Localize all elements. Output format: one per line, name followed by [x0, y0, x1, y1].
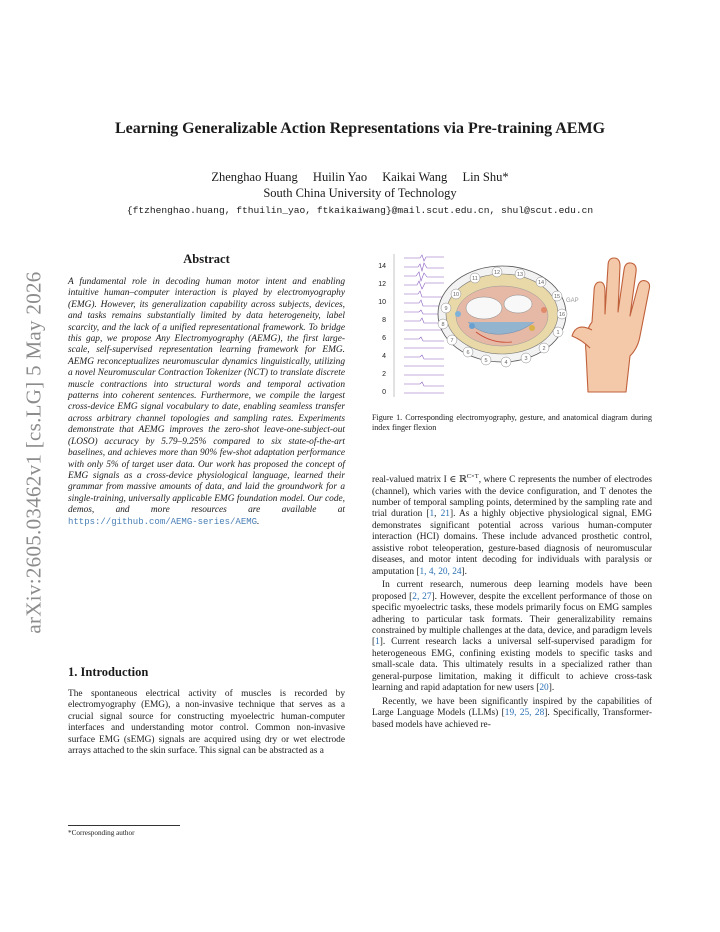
electrode-label: 4 — [504, 360, 508, 366]
electrode — [553, 327, 563, 337]
y-tick: 0 — [382, 389, 386, 396]
electrode-label: 8 — [441, 322, 445, 328]
electrode — [557, 309, 567, 319]
electrode — [463, 347, 473, 357]
y-tick: 8 — [382, 317, 386, 324]
citation-link[interactable]: 1, 4, 20, 24 — [419, 566, 462, 577]
arxiv-id: arXiv:2605.03462v1 [cs.LG] 5 May 2026 — [21, 270, 46, 634]
text-run: Recently, we have been significantly inspired by the capabilities of Large Language Models (LLMs) [ — [372, 696, 652, 719]
citation-link[interactable]: 2, 27 — [412, 591, 432, 602]
electrode — [492, 267, 502, 277]
electrode-label: 13 — [516, 272, 524, 278]
electrode — [501, 357, 511, 367]
y-tick: 10 — [378, 299, 386, 306]
electrode — [481, 355, 491, 365]
footnote-rule — [68, 825, 180, 826]
citation-link[interactable]: 1 — [375, 637, 380, 648]
section-heading-introduction: 1. Introduction — [68, 665, 149, 679]
abstract-end: . — [257, 516, 260, 527]
author-name: Zhenghao Huang — [211, 170, 298, 184]
paragraph: real-valued matrix I ∈ ℝ$^{C\times T}$, where C represents the number of electrodes (channel), which varies with the device configuration, and T denotes the number of temporal sampling points, determined by the sampling rate and trial duration [1, 21]. As a highly objective physiological signal, EMG demonstrates significant potential across various human-computer interaction (HCI) domains. These include advanced prosthetic control, assistive robot teleoperation, gesture-based diagnosis of neuromuscular diseases, and motor intent decoding for individuals with paralysis or amputation [1, 4, 20, 24]. — [372, 473, 652, 577]
electrode — [536, 277, 546, 287]
citation-link[interactable]: 1 — [429, 509, 435, 520]
y-tick: 12 — [378, 281, 386, 288]
citation-link[interactable]: 20 — [539, 683, 549, 694]
electrode-label: 2 — [542, 346, 546, 352]
electrode-label: 5 — [484, 358, 488, 364]
text-run: ]. As a highly objective physiological signal, EMG demonstrates significant potential across various human-computer interaction (HCI) domains. These include advanced prosthetic control, assistive robot teleoperation, gesture-based diagnosis of neuromuscular diseases, and motor intent decoding for individuals with paralysis or amputation [ — [372, 509, 652, 577]
text-run: ]. However, despite the excellent performance of those on specific myoelectric tasks, these models primarily focus on EMG samples adhering to particular task formats. Their generalizability remains constrained by multiple challenges at the data, device, and paradigm levels [ — [372, 591, 652, 648]
citation-link[interactable]: 21 — [440, 509, 450, 520]
text-run: ]. — [548, 683, 555, 694]
gap-label: GAP — [566, 298, 579, 304]
electrode — [470, 273, 480, 283]
author-name: Kaikai Wang — [382, 170, 448, 184]
author-list — [60, 170, 660, 185]
footnote: *Corresponding author — [68, 829, 135, 837]
electrode-label: 15 — [553, 294, 561, 300]
author-name: Huilin Yao — [312, 170, 368, 184]
text-run: In current research, numerous deep learning models have been proposed [ — [372, 580, 652, 602]
text-run: real-valued matrix I ∈ ℝ — [372, 475, 467, 486]
author-emails: {ftzhenghao.huang, fthuilin_yao, ftkaikaiwang}@mail.scut.edu.cn, shul@scut.edu.cn — [126, 205, 594, 216]
electrode — [451, 289, 461, 299]
electrode — [447, 335, 457, 345]
electrode-label: 10 — [452, 292, 460, 298]
electrode — [515, 269, 525, 279]
electrode-label: 16 — [558, 312, 566, 318]
figure-1 — [372, 252, 652, 402]
abstract-heading: Abstract — [183, 252, 230, 266]
paragraph — [372, 580, 652, 695]
abstract-text: A fundamental role in decoding human motor intent and enabling intuitive human–computer interaction is played by electromyography (EMG). However, its generalization capability across subjects, devices, and tasks remains substantially limited by data heterogeneity, label scarcity, and the lack of a unified representational framework. To bridge this gap, we propose Any Electromyography (AEMG), the first large-scale, self-supervised representation learning framework for EMG. AEMG reconceptualizes neuromuscular dynamics linguistically, utilizing a novel Neuromuscular Contraction Tokenizer (NCT) to translate discrete muscle contractions into structural words and temporal activation patterns into coherent sentences. Furthermore, we compile the largest cross-device EMG signal vocabulary to date, enabling seamless transfer across arbitrary channel topologies and sampling rates. Experiments demonstrate that AEMG improves the zero-shot leave-one-subject-out (LOSO) accuracy by 5.79–9.25% compared to six state-of-the-art baselines, and achieves more than 90% few-shot adaptation performance with only 5% of target user data. Our work has proposed the concept of EMG signals as a cross-device physiological language, learned their grammar from massive amounts of data, and laid the groundwork for a single-training, universally applicable EMG foundation model. Our code, demos, and more resources are available at — [68, 277, 345, 516]
abstract-body — [68, 277, 345, 528]
electrode-label: 12 — [493, 270, 501, 276]
y-tick: 2 — [382, 371, 386, 378]
y-tick: 4 — [382, 353, 386, 360]
electrode — [552, 291, 562, 301]
citation-link[interactable]: 19, 25, 28 — [504, 708, 545, 719]
paper-title: Learning Generalizable Action Representations via Pre-training AEMG — [114, 120, 606, 137]
electrode-label: 6 — [466, 350, 470, 356]
electrode — [539, 343, 549, 353]
text-run: , where C represents the number of electrodes (channel), which varies with the device configuration, and T denotes the number of temporal sampling points, determined by the sampling rate and trial duration [ — [372, 475, 652, 520]
figure-caption: Figure 1. Corresponding electromyography, gesture, and anatomical diagram during index finger flexion — [372, 413, 652, 433]
hand-illustration — [572, 258, 650, 392]
electrode — [438, 319, 448, 329]
paragraph — [372, 697, 652, 731]
text-run: ]. Current research lacks a universal self-supervised paradigm for heterogeneous EMG, confining existing models to specific tasks and small-scale data. This ultimately results in a specialized rather than general-purpose limitation, making it difficult to achieve cross-task learning and rapid adaptation for new users [ — [372, 637, 652, 694]
introduction-paragraph: The spontaneous electrical activity of muscles is recorded by electromyography (EMG), a non-invasive technique that serves as a crucial signal source for constructing myoelectric human-computer interfaces and understanding motor control. Common non-invasive surface EMG (sEMG) signals are acquired using dry or wet electrode arrays attached to the skin surface. This signal can be abstracted as a — [68, 689, 345, 757]
right-column-body — [372, 471, 652, 731]
electrode-label: 1 — [556, 330, 560, 336]
electrode — [521, 353, 531, 363]
arxiv-stamp — [6, 262, 62, 642]
affiliation: South China University of Technology — [263, 186, 457, 200]
electrode-label: 14 — [537, 280, 545, 286]
code-link[interactable]: https://github.com/AEMG-series/AEMG — [68, 516, 258, 527]
y-tick: 14 — [378, 263, 386, 270]
electrode — [441, 303, 451, 313]
electrode-label: 7 — [450, 338, 454, 344]
author-name: Lin Shu* — [462, 170, 509, 184]
y-tick: 6 — [382, 335, 386, 342]
electrode-label: 9 — [444, 306, 448, 312]
electrode-label: 11 — [472, 276, 478, 282]
text-run: ]. Specifically, Transformer-based models have achieved re- — [372, 708, 652, 730]
electrode-label: 3 — [524, 356, 528, 362]
superscript: C×T — [466, 473, 479, 480]
text-run: ]. — [461, 566, 467, 577]
